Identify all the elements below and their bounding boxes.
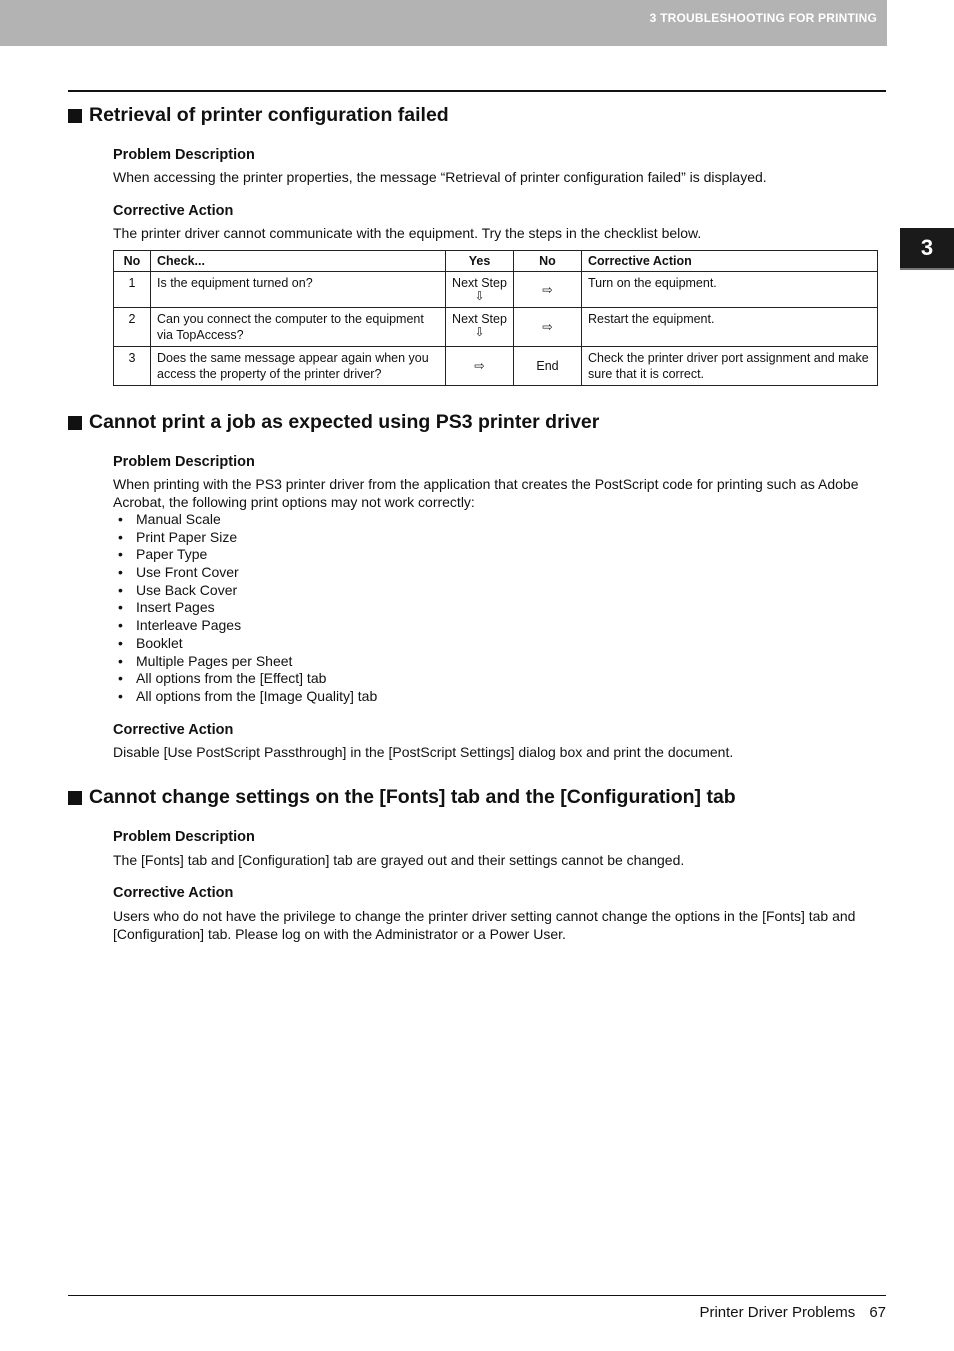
row-check: Is the equipment turned on?: [151, 272, 446, 308]
section2-action-text: Disable [Use PostScript Passthrough] in the [PostScript Settings] dialog box and print the document.: [113, 744, 734, 760]
list-item: • Interleave Pages: [118, 617, 242, 634]
section3-title: [68, 786, 736, 809]
square-bullet-icon: [68, 416, 82, 430]
bullet-icon: •: [118, 581, 123, 598]
bullet-icon: •: [118, 670, 123, 687]
print-options-list: [113, 511, 377, 706]
section1-problem-text: When accessing the printer properties, the message “Retrieval of printer configuration failed” is displayed.: [113, 169, 767, 185]
list-item: • Insert Pages: [118, 599, 215, 616]
section3-action-heading: Corrective Action: [113, 885, 234, 901]
down-arrow-icon: ⇩: [474, 289, 485, 303]
list-item: • All options from the [Image Quality] tab: [118, 687, 378, 704]
header-check: Check...: [151, 251, 446, 272]
list-item: • Manual Scale: [118, 511, 221, 527]
bullet-icon: •: [118, 564, 123, 581]
section3-problem-text: The [Fonts] tab and [Configuration] tab are grayed out and their settings cannot be changed.: [113, 852, 685, 868]
row-no: 3: [114, 347, 151, 386]
section2-problem-text: When printing with the PS3 printer driver from the application that creates the PostScript code for printing such as Adobe Acrobat, the following print options may not work correctly:: [113, 476, 859, 510]
footer: [699, 1304, 886, 1321]
page-number: 67: [869, 1304, 886, 1321]
bullet-icon: •: [118, 687, 123, 704]
bullet-icon: •: [118, 546, 123, 563]
list-item: • Use Front Cover: [118, 564, 239, 581]
header-yes: Yes: [446, 251, 514, 272]
bullet-icon: •: [118, 634, 123, 651]
section1-title: [68, 104, 449, 127]
header-bar: [0, 0, 887, 46]
chapter-title: 3 TROUBLESHOOTING FOR PRINTING: [649, 11, 877, 25]
row-check: Can you connect the computer to the equipment via TopAccess?: [151, 308, 446, 347]
section3-problem-heading: Problem Description: [113, 829, 255, 845]
square-bullet-icon: [68, 791, 82, 805]
table-header-row: [114, 251, 878, 272]
row-check: Does the same message appear again when you access the property of the printer driver?: [151, 347, 446, 386]
list-item: • Print Paper Size: [118, 528, 238, 545]
list-item: • Multiple Pages per Sheet: [118, 652, 293, 669]
section3-title-text: Cannot change settings on the [Fonts] tab and the [Configuration] tab: [89, 786, 736, 808]
section1-action-heading: Corrective Action: [113, 203, 234, 219]
header-no-result: No: [514, 251, 582, 272]
bullet-icon: •: [118, 599, 123, 616]
section1-title-text: Retrieval of printer configuration failed: [89, 104, 449, 126]
list-item: • Use Back Cover: [118, 581, 238, 598]
checklist-table: [113, 250, 878, 386]
bottom-rule: [68, 1295, 886, 1296]
section2-action-heading: Corrective Action: [113, 722, 234, 738]
section1-problem-heading: Problem Description: [113, 147, 255, 163]
list-item: • All options from the [Effect] tab: [118, 670, 327, 687]
row-no-result: End: [514, 347, 582, 386]
right-arrow-icon: ⇨: [514, 308, 582, 347]
right-arrow-icon: ⇨: [446, 347, 514, 386]
header-corrective-action: Corrective Action: [582, 251, 878, 272]
row-action: Restart the equipment.: [582, 308, 878, 347]
chapter-tab: 3: [900, 228, 954, 270]
row-no: 2: [114, 308, 151, 347]
bullet-icon: •: [118, 652, 123, 669]
table-row: [114, 347, 878, 386]
section2-title: [68, 411, 599, 434]
bullet-icon: •: [118, 617, 123, 634]
section2-title-text: Cannot print a job as expected using PS3 printer driver: [89, 411, 600, 433]
bullet-icon: •: [118, 528, 123, 545]
top-rule: [68, 90, 886, 92]
bullet-icon: •: [118, 511, 123, 527]
row-yes: [446, 272, 514, 308]
right-arrow-icon: ⇨: [514, 272, 582, 308]
section2-problem-heading: Problem Description: [113, 454, 255, 470]
next-step-label: Next Step: [452, 312, 507, 326]
square-bullet-icon: [68, 109, 82, 123]
section1-action-text: The printer driver cannot communicate with the equipment. Try the steps in the checklist below.: [113, 225, 702, 241]
list-item: • Booklet: [118, 634, 183, 651]
list-item: • Paper Type: [118, 546, 208, 563]
row-yes: [446, 308, 514, 347]
section3-action-text: Users who do not have the privilege to change the printer driver setting cannot change the options in the [Fonts] tab and [Configuration] tab. Please log on with the Administrator or a Power User.: [113, 908, 856, 942]
footer-section-name: Printer Driver Problems: [699, 1304, 856, 1321]
row-action: Check the printer driver port assignment and make sure that it is correct.: [582, 347, 878, 386]
row-no: 1: [114, 272, 151, 308]
next-step-label: Next Step: [452, 276, 507, 290]
down-arrow-icon: ⇩: [474, 325, 485, 339]
table-row: [114, 272, 878, 308]
table-row: [114, 308, 878, 347]
row-action: Turn on the equipment.: [582, 272, 878, 308]
header-no: No: [114, 251, 151, 272]
